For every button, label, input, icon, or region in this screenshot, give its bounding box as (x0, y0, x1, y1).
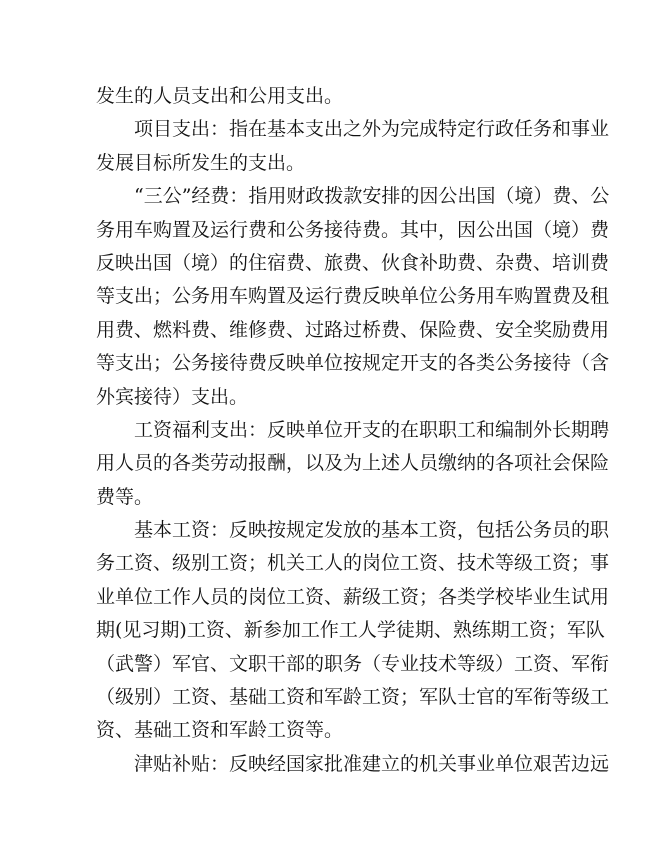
text-line: 工资福利支出：反映单位开支的在职职工和编制外长期聘 (134, 418, 610, 441)
text-line: 等支出；公务接待费反映单位按规定开支的各类公务接待（含 (96, 352, 610, 375)
paragraph-allowance-subsidy (96, 748, 610, 781)
text-line: 津贴补贴：反映经国家批准建立的机关事业单位艰苦边远 (134, 752, 610, 775)
text-line: 基本工资：反映按规定发放的基本工资，包括公务员的职 (134, 519, 610, 542)
text-line: 期(见习期)工资、新参加工作工人学徒期、熟练期工资；军队 (96, 619, 605, 642)
text-line: （武警）军官、文职干部的职务（专业技术等级）工资、军衔 (96, 652, 610, 675)
text-line: 务用车购置及运行费和公务接待费。其中，因公出国（境）费 (96, 218, 610, 241)
text-line: 资、基础工资和军龄工资等。 (96, 719, 344, 742)
text-line: （级别）工资、基础工资和军龄工资；军队士官的军衔等级工 (96, 686, 610, 709)
text-line: 发展目标所发生的支出。 (96, 151, 306, 174)
paragraph-wage-welfare-expenditure (96, 414, 610, 514)
text-line: 外宾接待）支出。 (96, 385, 249, 408)
paragraph-three-public-expenses (96, 180, 610, 414)
document-body (96, 80, 610, 781)
text-line: 反映出国（境）的住宿费、旅费、伙食补助费、杂费、培训费 (96, 251, 610, 274)
text-line: 用人员的各类劳动报酬，以及为上述人员缴纳的各项社会保险 (96, 452, 610, 475)
paragraph-public-expenditure-tail (96, 80, 560, 113)
text-line: 发生的人员支出和公用支出。 (96, 85, 344, 107)
paragraph-project-expenditure (96, 113, 610, 180)
paragraph-basic-wage (96, 514, 610, 748)
text-line: 等支出；公务用车购置及运行费反映单位公务用车购置费及租 (96, 285, 610, 308)
text-line: 务工资、级别工资；机关工人的岗位工资、技术等级工资；事 (96, 552, 610, 575)
text-line: 业单位工作人员的岗位工资、薪级工资；各类学校毕业生试用 (96, 585, 610, 608)
text-line: “三公”经费：指用财政拨款安排的因公出国（境）费、公 (134, 185, 610, 208)
text-line: 用费、燃料费、维修费、过路过桥费、保险费、安全奖励费用 (96, 318, 610, 341)
text-line: 费等。 (96, 485, 154, 508)
text-line: 项目支出：指在基本支出之外为完成特定行政任务和事业 (134, 118, 610, 141)
